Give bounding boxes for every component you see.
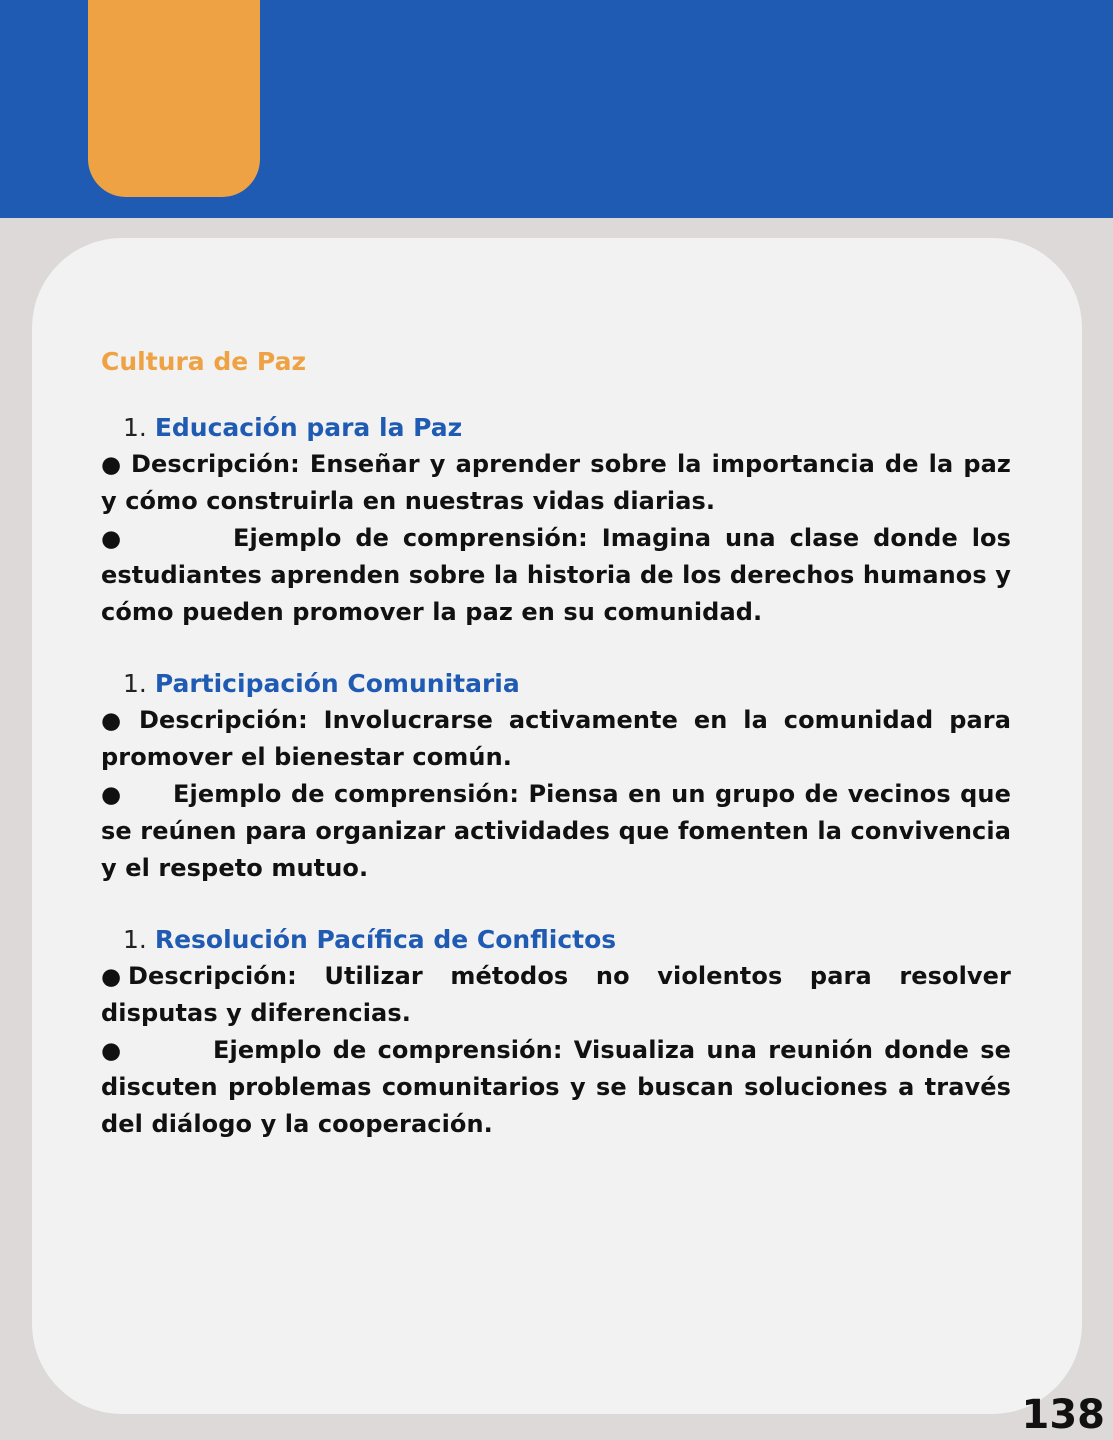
topic-example	[101, 1032, 1011, 1142]
content-area	[101, 338, 1011, 1142]
topic-heading	[101, 410, 1011, 446]
topic-number: 1.	[123, 413, 147, 442]
topic-title: Participación Comunitaria	[154, 669, 520, 699]
bullet-icon: ●	[101, 708, 122, 735]
topic-heading	[101, 666, 1011, 702]
example-text: Ejemplo de comprensión: Imagina una clase donde los estudiantes aprenden sobre la historia de los derechos humanos y cómo pueden promover la paz en su comunidad.	[101, 523, 1011, 626]
topic-title: Resolución Pacífica de Conflictos	[154, 925, 617, 955]
topic-title: Educación para la Paz	[154, 413, 463, 442]
page-number: 138	[1021, 1392, 1105, 1438]
topic-example	[101, 520, 1011, 630]
section-title: Cultura de Paz	[101, 347, 306, 376]
bullet-icon: ●	[101, 964, 122, 991]
example-text: Ejemplo de comprensión: Visualiza una reunión donde se discuten problemas comunitarios y se buscan soluciones a través del diálogo y la cooperación.	[101, 1035, 1011, 1138]
topic-example	[101, 776, 1011, 886]
topic-description	[101, 446, 1011, 520]
description-text: Descripción: Enseñar y aprender sobre la importancia de la paz y cómo construirla en nuestras vidas diarias.	[101, 450, 1011, 516]
orange-tab-decoration	[88, 0, 260, 197]
bullet-icon: ●	[101, 452, 122, 478]
topic-description	[101, 702, 1011, 776]
topic-item	[101, 922, 1011, 1142]
topic-number: 1.	[123, 925, 147, 955]
example-text: Ejemplo de comprensión: Piensa en un grupo de vecinos que se reúnen para organizar actividades que fomenten la convivencia y el respeto mutuo.	[101, 779, 1011, 882]
topic-description	[101, 958, 1011, 1032]
topic-number: 1.	[123, 669, 147, 699]
bullet-icon: ●	[101, 525, 122, 552]
topic-item	[101, 410, 1011, 630]
description-text: Descripción: Involucrarse activamente en la comunidad para promover el bienestar común.	[101, 706, 1011, 772]
bullet-icon: ●	[101, 1037, 122, 1064]
topic-item	[101, 666, 1011, 886]
topic-heading	[101, 922, 1011, 958]
description-text: Descripción: Utilizar métodos no violentos para resolver disputas y diferencias.	[101, 962, 1011, 1028]
bullet-icon: ●	[101, 781, 122, 808]
